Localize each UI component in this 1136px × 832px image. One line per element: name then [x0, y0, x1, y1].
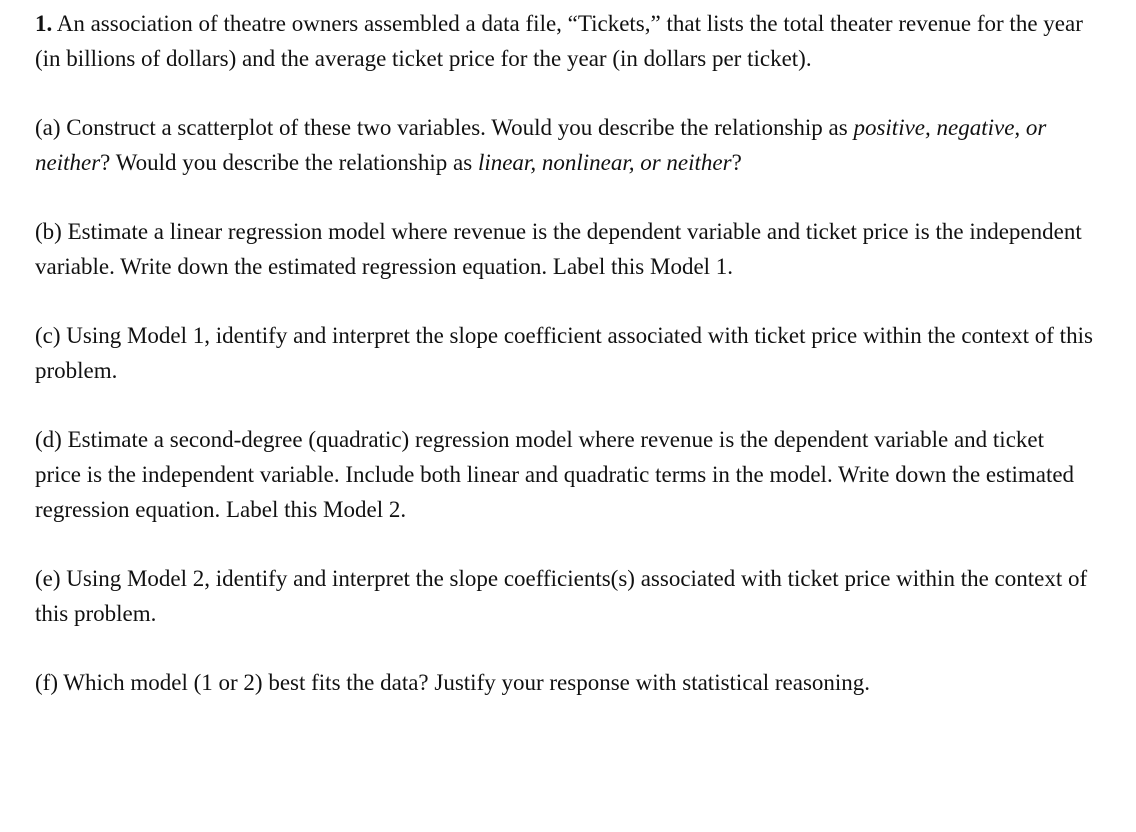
part-b: (b) Estimate a linear regression model where revenue is the dependent variable and ticket price is the independent variable. Write down the estimated regression equation. Label this Model 1. — [35, 219, 1082, 279]
spacer — [35, 284, 1095, 318]
part-a-text-1: (a) Construct a scatterplot of these two variables. Would you describe the relationship as — [35, 115, 854, 140]
problem-document — [35, 6, 1095, 700]
spacer — [35, 76, 1095, 110]
problem-intro-text: An association of theatre owners assembled a data file, “Tickets,” that lists the total theater revenue for the year (in billions of dollars) and the average ticket price for the year (in dollars per ticket). — [35, 11, 1083, 71]
part-a-italic-2: linear, nonlinear, or neither — [477, 150, 732, 175]
part-e: (e) Using Model 2, identify and interpret the slope coefficients(s) associated with ticket price within the context of this problem. — [35, 566, 1088, 626]
part-a-text-3: ? — [731, 150, 742, 175]
part-c: (c) Using Model 1, identify and interpret the slope coefficient associated with ticket price within the context of this problem. — [35, 323, 1093, 383]
spacer — [35, 527, 1095, 561]
part-f: (f) Which model (1 or 2) best fits the data? Justify your response with statistical reasoning. — [35, 670, 871, 695]
part-a-text-2: ? Would you describe the relationship as — [100, 150, 478, 175]
spacer — [35, 180, 1095, 214]
problem-intro — [35, 6, 1095, 76]
spacer — [35, 388, 1095, 422]
part-a — [35, 110, 1095, 180]
part-a-italic-1: positive, negative, or neither — [35, 115, 1047, 175]
spacer — [35, 631, 1095, 665]
problem-number: 1. — [35, 11, 53, 36]
part-d: (d) Estimate a second-degree (quadratic) regression model where revenue is the dependent variable and ticket price is the independent variable. Include both linear and quadratic terms in the model. Write down the estimated regression equation. Label this Model 2. — [35, 427, 1075, 522]
